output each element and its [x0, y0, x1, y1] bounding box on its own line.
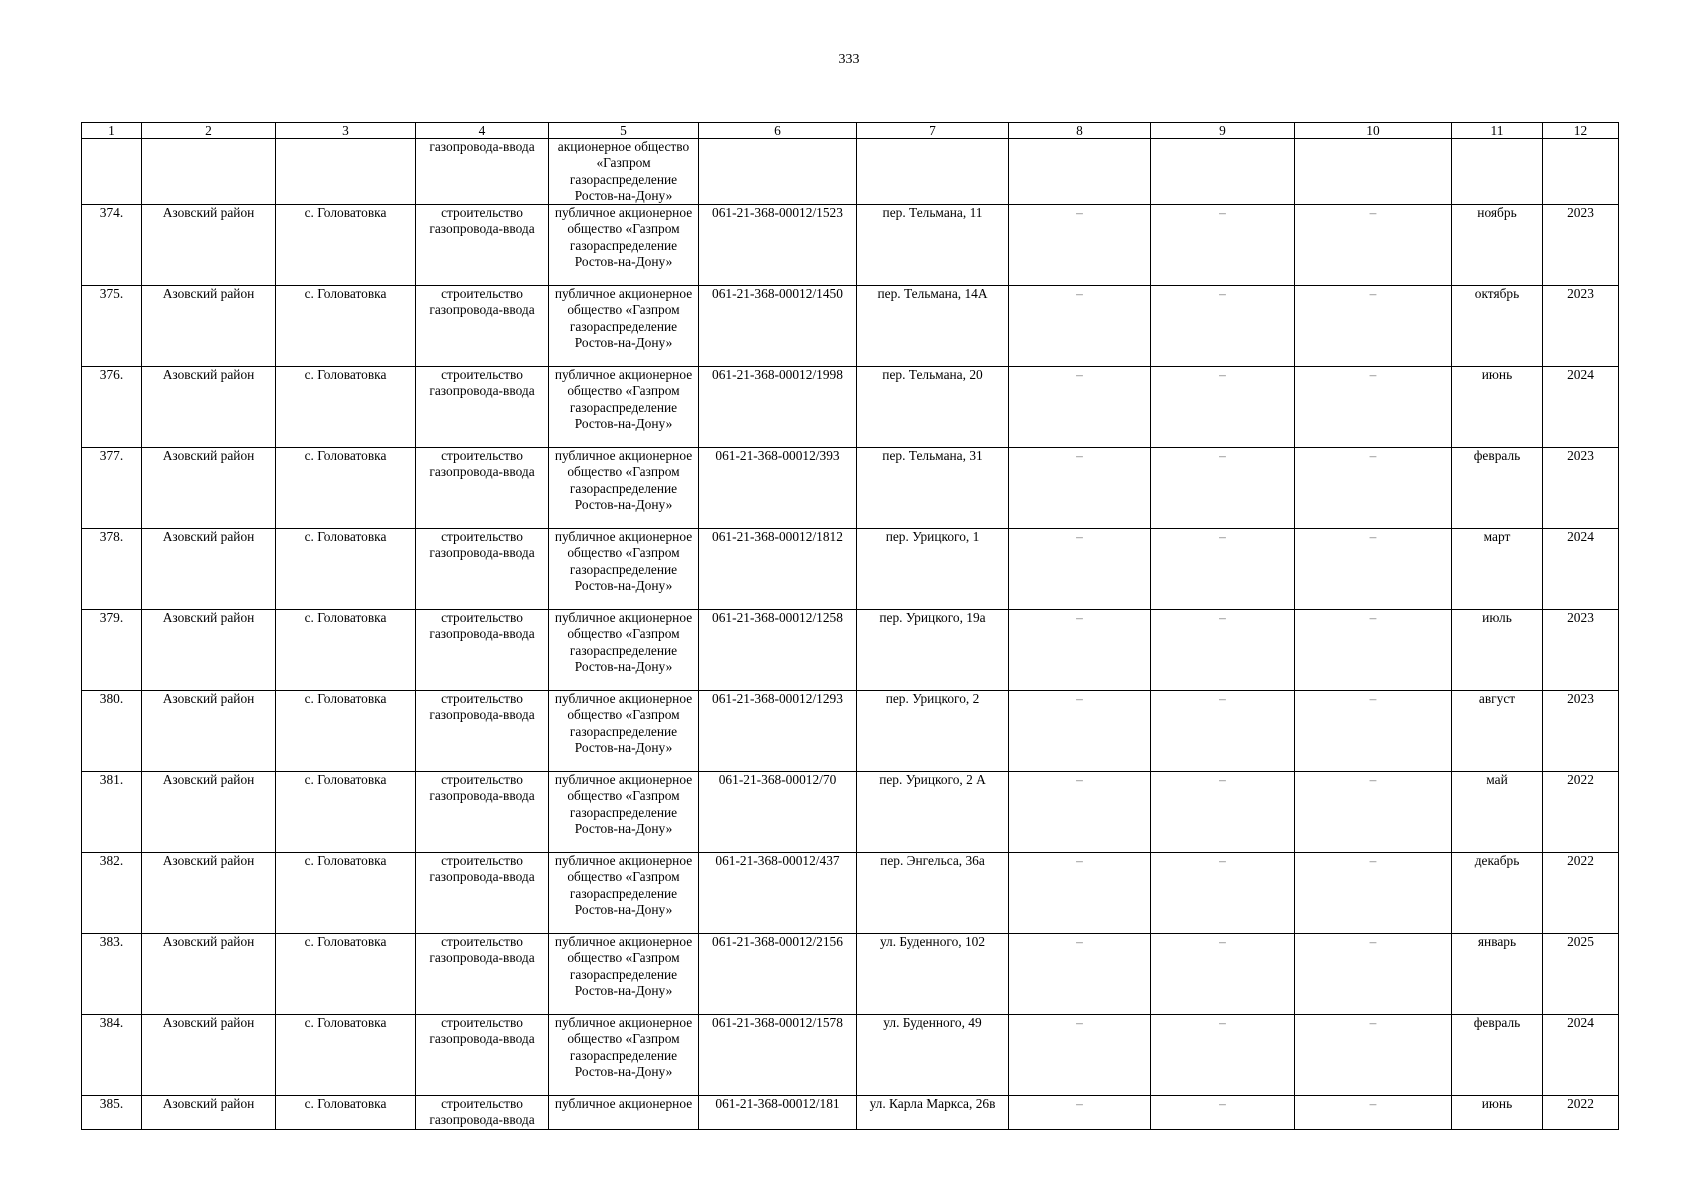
organization-cell: публичное акционерное общество «Газпром газораспределение Ростов-на-Дону»	[549, 934, 699, 1015]
col10-cell: –	[1295, 610, 1452, 691]
work-type-cell: строительство газопровода-ввода	[416, 448, 549, 529]
settlement-cell: с. Головатовка	[276, 1096, 416, 1130]
permit-number-cell: 061-21-368-00012/1998	[699, 367, 857, 448]
year-cell: 2023	[1543, 610, 1619, 691]
column-header: 7	[857, 123, 1009, 139]
organization-cell: публичное акционерное общество «Газпром газораспределение Ростов-на-Дону»	[549, 610, 699, 691]
permit-number-cell: 061-21-368-00012/1812	[699, 529, 857, 610]
permit-number-cell: 061-21-368-00012/181	[699, 1096, 857, 1130]
row-number-cell: 374.	[82, 205, 142, 286]
col10-cell: –	[1295, 205, 1452, 286]
district-cell: Азовский район	[142, 286, 276, 367]
month-cell: февраль	[1452, 448, 1543, 529]
row-number-cell: 383.	[82, 934, 142, 1015]
col9-cell: –	[1151, 286, 1295, 367]
col8-cell: –	[1009, 691, 1151, 772]
settlement-cell: с. Головатовка	[276, 691, 416, 772]
organization-cell: публичное акционерное общество «Газпром газораспределение Ростов-на-Дону»	[549, 772, 699, 853]
work-type-cell: газопровода-ввода	[416, 139, 549, 205]
col10-cell: –	[1295, 691, 1452, 772]
table-row	[82, 610, 1619, 691]
year-cell: 2024	[1543, 1015, 1619, 1096]
district-cell: Азовский район	[142, 1096, 276, 1130]
month-cell: июнь	[1452, 1096, 1543, 1130]
column-header: 10	[1295, 123, 1452, 139]
column-header: 1	[82, 123, 142, 139]
work-type-cell: строительство газопровода-ввода	[416, 691, 549, 772]
permit-number-cell: 061-21-368-00012/437	[699, 853, 857, 934]
col8-cell: –	[1009, 610, 1151, 691]
table-row	[82, 853, 1619, 934]
col9-cell: –	[1151, 772, 1295, 853]
work-type-cell: строительство газопровода-ввода	[416, 205, 549, 286]
year-cell: 2024	[1543, 367, 1619, 448]
month-cell: январь	[1452, 934, 1543, 1015]
district-cell: Азовский район	[142, 691, 276, 772]
permit-number-cell: 061-21-368-00012/1578	[699, 1015, 857, 1096]
address-cell: пер. Урицкого, 1	[857, 529, 1009, 610]
row-number-cell: 382.	[82, 853, 142, 934]
row-number-cell: 385.	[82, 1096, 142, 1130]
district-cell: Азовский район	[142, 367, 276, 448]
permit-number-cell: 061-21-368-00012/393	[699, 448, 857, 529]
address-cell: ул. Карла Маркса, 26в	[857, 1096, 1009, 1130]
district-cell: Азовский район	[142, 853, 276, 934]
col10-cell: –	[1295, 772, 1452, 853]
column-header: 8	[1009, 123, 1151, 139]
col8-cell: –	[1009, 853, 1151, 934]
work-type-cell: строительство газопровода-ввода	[416, 286, 549, 367]
table-row	[82, 1096, 1619, 1130]
row-number-cell: 378.	[82, 529, 142, 610]
address-cell: пер. Тельмана, 20	[857, 367, 1009, 448]
month-cell: июль	[1452, 610, 1543, 691]
table-row	[82, 286, 1619, 367]
district-cell: Азовский район	[142, 772, 276, 853]
col10-cell: –	[1295, 448, 1452, 529]
col9-cell: –	[1151, 205, 1295, 286]
address-cell: пер. Тельмана, 14А	[857, 286, 1009, 367]
work-type-cell: строительство газопровода-ввода	[416, 934, 549, 1015]
district-cell: Азовский район	[142, 205, 276, 286]
col10-cell: –	[1295, 286, 1452, 367]
work-type-cell: строительство газопровода-ввода	[416, 610, 549, 691]
settlement-cell: с. Головатовка	[276, 1015, 416, 1096]
work-type-cell: строительство газопровода-ввода	[416, 853, 549, 934]
col8-cell: –	[1009, 1096, 1151, 1130]
row-number-cell: 384.	[82, 1015, 142, 1096]
organization-cell: публичное акционерное общество «Газпром газораспределение Ростов-на-Дону»	[549, 529, 699, 610]
col10-cell: –	[1295, 367, 1452, 448]
col9-cell: –	[1151, 691, 1295, 772]
month-cell: июнь	[1452, 367, 1543, 448]
district-cell: Азовский район	[142, 934, 276, 1015]
col8-cell: –	[1009, 367, 1151, 448]
permit-number-cell: 061-21-368-00012/1293	[699, 691, 857, 772]
work-type-cell: строительство газопровода-ввода	[416, 367, 549, 448]
column-header: 2	[142, 123, 276, 139]
column-number-row	[82, 123, 1619, 139]
col9-cell: –	[1151, 448, 1295, 529]
district-cell: Азовский район	[142, 1015, 276, 1096]
settlement-cell: с. Головатовка	[276, 934, 416, 1015]
organization-cell: публичное акционерное общество «Газпром газораспределение Ростов-на-Дону»	[549, 448, 699, 529]
year-cell: 2025	[1543, 934, 1619, 1015]
col9-cell: –	[1151, 934, 1295, 1015]
row-number-cell: 376.	[82, 367, 142, 448]
organization-cell: публичное акционерное общество «Газпром газораспределение Ростов-на-Дону»	[549, 286, 699, 367]
row-number-cell: 377.	[82, 448, 142, 529]
col9-cell: –	[1151, 853, 1295, 934]
organization-cell: публичное акционерное общество «Газпром газораспределение Ростов-на-Дону»	[549, 205, 699, 286]
settlement-cell: с. Головатовка	[276, 286, 416, 367]
permit-number-cell: 061-21-368-00012/2156	[699, 934, 857, 1015]
organization-cell: публичное акционерное общество «Газпром газораспределение Ростов-на-Дону»	[549, 691, 699, 772]
col9-cell: –	[1151, 1015, 1295, 1096]
month-cell: ноябрь	[1452, 205, 1543, 286]
district-cell: Азовский район	[142, 610, 276, 691]
settlement-cell: с. Головатовка	[276, 448, 416, 529]
col10-cell: –	[1295, 529, 1452, 610]
year-cell: 2023	[1543, 286, 1619, 367]
address-cell: ул. Буденного, 102	[857, 934, 1009, 1015]
settlement-cell: с. Головатовка	[276, 772, 416, 853]
row-number-cell: 375.	[82, 286, 142, 367]
address-cell: ул. Буденного, 49	[857, 1015, 1009, 1096]
year-cell: 2022	[1543, 1096, 1619, 1130]
settlement-cell: с. Головатовка	[276, 205, 416, 286]
work-type-cell: строительство газопровода-ввода	[416, 1015, 549, 1096]
table-row	[82, 529, 1619, 610]
district-cell: Азовский район	[142, 529, 276, 610]
col9-cell: –	[1151, 610, 1295, 691]
permit-number-cell: 061-21-368-00012/1450	[699, 286, 857, 367]
organization-cell: публичное акционерное общество «Газпром газораспределение Ростов-на-Дону»	[549, 1015, 699, 1096]
row-number-cell: 379.	[82, 610, 142, 691]
col10-cell: –	[1295, 853, 1452, 934]
work-type-cell: строительство газопровода-ввода	[416, 529, 549, 610]
permit-number-cell: 061-21-368-00012/70	[699, 772, 857, 853]
organization-cell: публичное акционерное общество «Газпром газораспределение Ростов-на-Дону»	[549, 367, 699, 448]
month-cell: май	[1452, 772, 1543, 853]
col8-cell: –	[1009, 448, 1151, 529]
col8-cell: –	[1009, 1015, 1151, 1096]
year-cell: 2023	[1543, 205, 1619, 286]
permit-number-cell: 061-21-368-00012/1258	[699, 610, 857, 691]
table-row	[82, 448, 1619, 529]
col8-cell: –	[1009, 772, 1151, 853]
table-row	[82, 1015, 1619, 1096]
year-cell: 2024	[1543, 529, 1619, 610]
address-cell: пер. Урицкого, 2	[857, 691, 1009, 772]
organization-cell: публичное акционерное	[549, 1096, 699, 1130]
organization-cell: акционерное общество «Газпром газораспределение Ростов-на-Дону»	[549, 139, 699, 205]
address-cell: пер. Тельмана, 31	[857, 448, 1009, 529]
year-cell: 2022	[1543, 853, 1619, 934]
table-row	[82, 691, 1619, 772]
year-cell: 2023	[1543, 448, 1619, 529]
address-cell: пер. Урицкого, 19а	[857, 610, 1009, 691]
column-header: 4	[416, 123, 549, 139]
table-row	[82, 367, 1619, 448]
month-cell: декабрь	[1452, 853, 1543, 934]
settlement-cell: с. Головатовка	[276, 853, 416, 934]
column-header: 12	[1543, 123, 1619, 139]
address-cell: пер. Тельмана, 11	[857, 205, 1009, 286]
year-cell: 2022	[1543, 772, 1619, 853]
col10-cell: –	[1295, 934, 1452, 1015]
district-cell: Азовский район	[142, 448, 276, 529]
settlement-cell: с. Головатовка	[276, 610, 416, 691]
col9-cell: –	[1151, 367, 1295, 448]
work-type-cell: строительство газопровода-ввода	[416, 1096, 549, 1130]
settlement-cell: с. Головатовка	[276, 367, 416, 448]
page-number: 333	[838, 52, 860, 67]
table-row	[82, 772, 1619, 853]
column-header: 5	[549, 123, 699, 139]
year-cell: 2023	[1543, 691, 1619, 772]
permit-number-cell: 061-21-368-00012/1523	[699, 205, 857, 286]
month-cell: март	[1452, 529, 1543, 610]
month-cell: октябрь	[1452, 286, 1543, 367]
col9-cell: –	[1151, 1096, 1295, 1130]
column-header: 11	[1452, 123, 1543, 139]
month-cell: август	[1452, 691, 1543, 772]
column-header: 3	[276, 123, 416, 139]
col8-cell: –	[1009, 529, 1151, 610]
col9-cell: –	[1151, 529, 1295, 610]
work-type-cell: строительство газопровода-ввода	[416, 772, 549, 853]
settlement-cell: с. Головатовка	[276, 529, 416, 610]
address-cell: пер. Энгельса, 36а	[857, 853, 1009, 934]
register-table	[81, 122, 1619, 1130]
row-number-cell: 380.	[82, 691, 142, 772]
month-cell: февраль	[1452, 1015, 1543, 1096]
table-row	[82, 205, 1619, 286]
col8-cell: –	[1009, 205, 1151, 286]
col10-cell: –	[1295, 1015, 1452, 1096]
col8-cell: –	[1009, 286, 1151, 367]
organization-cell: публичное акционерное общество «Газпром газораспределение Ростов-на-Дону»	[549, 853, 699, 934]
row-number-cell: 381.	[82, 772, 142, 853]
col10-cell: –	[1295, 1096, 1452, 1130]
column-header: 6	[699, 123, 857, 139]
column-header: 9	[1151, 123, 1295, 139]
continuation-row	[82, 139, 1619, 205]
address-cell: пер. Урицкого, 2 А	[857, 772, 1009, 853]
col8-cell: –	[1009, 934, 1151, 1015]
table-row	[82, 934, 1619, 1015]
